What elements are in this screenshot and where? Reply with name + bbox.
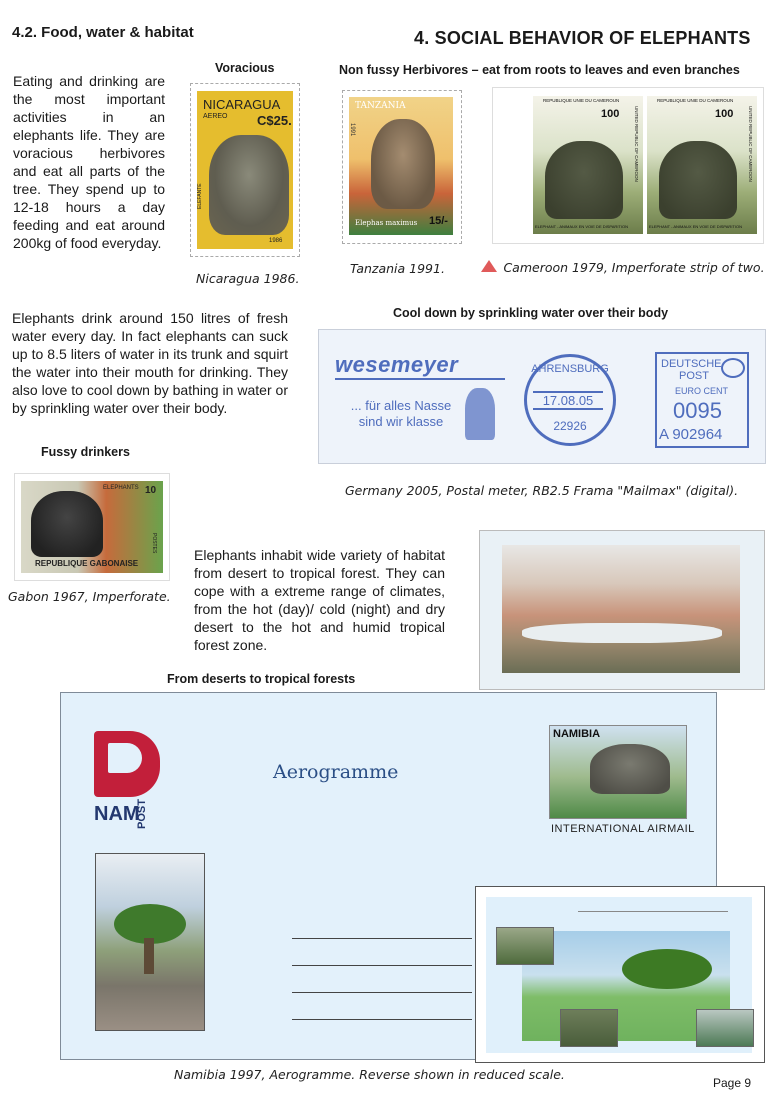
aerogramme-caption: Namibia 1997, Aerogramme. Reverse shown in reduced scale. [174,1067,565,1082]
gabon-stamp [14,473,170,581]
nicaragua-sub: AEREO [203,113,228,120]
frank-post: POST [679,370,709,382]
gabon-top: ELEPHANTS [103,485,139,491]
meter-slogan-line1: ... für alles Nasse [350,398,452,413]
voracious-label: Voracious [215,61,275,75]
tanzania-country: TANZANIA [355,101,406,111]
fussy-label: Fussy drinkers [41,445,130,459]
tree-trunk [144,938,154,974]
nicaragua-stamp [190,83,300,257]
gabon-country: REPUBLIQUE GABONAISE [35,559,139,568]
tanzania-value: 15/- [429,215,448,227]
water-pool [522,623,722,643]
postmark-circle [524,354,616,446]
flower-image [496,927,554,965]
aerogramme-title: Aerogramme [273,761,399,783]
elephant-image [371,119,435,209]
elephant-image [545,141,623,219]
desert-image [502,545,740,673]
acacia-tree [622,949,712,989]
postmark-town: AHRENSBURG [531,363,609,375]
cameroon-caption: Cameroon 1979, Imperforate strip of two. [503,260,765,275]
meter-brand: wesemeyer [335,352,459,377]
postmark-zip: 22926 [553,419,587,433]
drinking-text: Elephants drink around 150 litres of fresh water every day. In fact elephants can suck up to 8.5 liters of water in its trunk and squirt the water into their mouth for drinking. They also love to cool down by bathing in water or by sprinkling water over their body. [12,310,288,416]
nicaragua-country: NICARAGUA [203,97,281,112]
cameroon-value: 100 [715,108,734,120]
address-line [292,938,472,939]
meter-slogan [341,398,461,430]
cameroon-top: REPUBLIQUE UNIE DU CAMEROUN [657,98,734,103]
cameroon-side: UNITED REPUBLIC OF CAMEROON [634,106,639,182]
logo-nam-text: NAM [94,803,140,825]
cameroon-top: REPUBLIQUE UNIE DU CAMEROUN [543,98,620,103]
bird-image [696,1009,754,1047]
posthorn-icon [721,358,745,378]
tanzania-name: Elephas maximus [355,219,418,227]
tree-image [95,853,205,1031]
triangle-icon [481,260,497,272]
animal-image [560,1009,618,1047]
habitat-text: Elephants inhabit wide variety of habitat from desert to tropical forest. They can cope with a extreme range of climates, from the hot (day)/ cold (night) and dry desert to the hot and humid tropical forest zone. [194,547,445,653]
gabon-side: POSTES [151,533,157,554]
logo-post-text: POST [136,799,148,829]
deserts-label: From deserts to tropical forests [167,672,356,686]
meter-slogan-line2: sind wir klasse [358,414,444,429]
nicaragua-side: ELEFANTE [197,183,203,209]
franking-box [655,352,749,448]
herbivores-label: Non fussy Herbivores – eat from roots to leaves and even branches [339,63,740,77]
elephant-image [659,141,737,219]
address-line [292,965,472,966]
cameroon-side: UNITED REPUBLIC OF CAMEROON [748,106,753,182]
elephant-image [31,491,103,557]
namibia-airmail: INTERNATIONAL AIRMAIL [551,823,695,835]
nicaragua-caption: Nicaragua 1986. [196,271,300,286]
aerogramme-reverse [475,886,765,1063]
gabon-value: 10 [145,485,157,496]
cameroon-value: 100 [601,108,620,120]
elephant-image [209,135,289,235]
frank-post-label [661,358,722,382]
brand-underline [335,378,505,380]
frank-value: 0095 [673,398,722,423]
frank-deutsche: DEUTSCHE [661,358,722,370]
namibia-country: NAMIBIA [553,728,601,740]
postal-meter [318,329,766,464]
nampost-logo [94,731,162,829]
tanzania-year: 1991 [349,123,355,137]
meter-caption: Germany 2005, Postal meter, RB2.5 Frama "Mailmax" (digital). [345,483,739,498]
page-number: Page 9 [713,1076,752,1090]
sender-line [578,911,728,912]
gabon-caption: Gabon 1967, Imperforate. [8,589,171,604]
cameroon-bottom: ELEPHANT - ANIMAUX EN VOIE DE DISPARITION [649,224,742,229]
nicaragua-year: 1986 [269,238,283,244]
tanzania-caption: Tanzania 1991. [350,261,445,276]
namibia-stamp [549,725,687,819]
address-line [292,1019,472,1020]
cameroon-strip [492,87,764,244]
tanzania-stamp [342,90,462,244]
desert-postcard [479,530,765,690]
frank-number: A 902964 [659,426,723,443]
food-text: Eating and drinking are the most important activities in an elephants life. They are voracious herbivores and eat all parts of the tree. They spend up to 12-18 hours a day feeding and eat around 200kg of food everyday. [13,73,165,251]
cameroon-bottom: ELEPHANT - ANIMAUX EN VOIE DE DISPARITION [535,224,628,229]
elephant-icon [465,388,495,440]
postmark-date: 17.08.05 [533,391,603,410]
logo-shape [94,731,160,797]
nicaragua-value: C$25. [257,113,292,128]
address-line [292,992,472,993]
meter-label: Cool down by sprinkling water over their body [393,306,669,320]
frank-currency: EURO CENT [675,386,729,396]
section-title-food: 4.2. Food, water & habitat [12,24,194,41]
elephant-image [590,744,670,794]
page-title: 4. SOCIAL BEHAVIOR OF ELEPHANTS [414,28,751,48]
